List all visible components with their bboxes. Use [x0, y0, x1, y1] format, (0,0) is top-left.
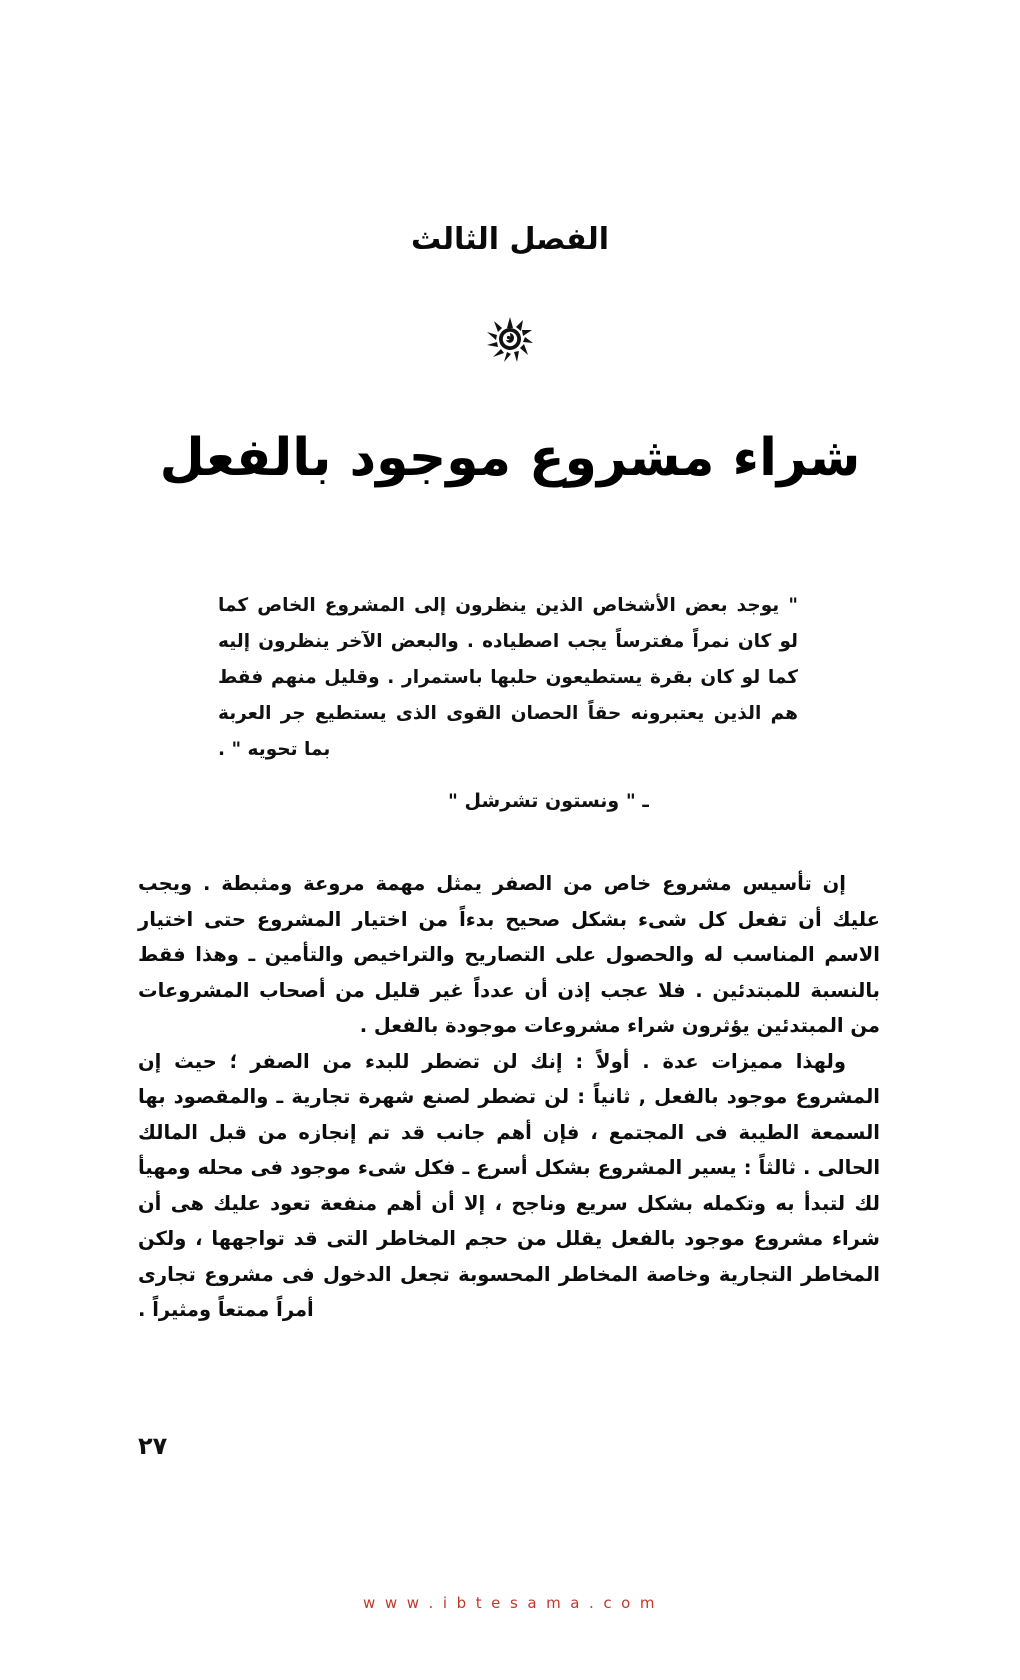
epigraph-attribution: ـ " ونستون تشرشل " [448, 790, 649, 812]
site-watermark: w w w . i b t e s a m a . c o m [363, 1594, 657, 1612]
body-paragraph: ولهذا مميزات عدة . أولاً : إنك لن تضطر للبدء من الصفر ؛ حيث إن المشروع موجود بالفعل , ثانياً : لن تضطر لصنع شهرة تجارية ـ والمقصود بها السمعة الطيبة فى المجتمع ، فإن أهم جانب قد تم إنجازه من قبل المالك الحالى . ثالثاً : يسير المشروع بشكل أسرع ـ فكل شىء موجود فى محله ومهيأ لك لتبدأ به وتكمله بشكل سريع وناجح ، إلا أن أهم منفعة تعود عليك هى أن شراء مشروع موجود بالفعل يقلل من حجم المخاطر التى قد تواجهها ، ولكن المخاطر التجارية وخاصة المخاطر المحسوبة تجعل الدخول فى مشروع تجارى أمراً ممتعاً ومثيراً . [138, 1049, 880, 1321]
chapter-label: الفصل الثالث [410, 222, 609, 257]
page-number: ٢٧ [138, 1432, 168, 1460]
sunburst-ornament-icon [0, 312, 1020, 366]
epigraph-quote: " يوجد بعض الأشخاص الذين ينظرون إلى المشروع الخاص كما لو كان نمراً مفترساً يجب اصطياده . والبعض الآخر ينظرون إليه كما لو كان بقرة يستطيعون حلبها باستمرار . وقليل منهم فقط هم الذين يعتبرونه حقاً الحصان القوى الذى يستطيع جر العربة بما تحويه " . [218, 595, 798, 760]
body-paragraph: إن تأسيس مشروع خاص من الصفر يمثل مهمة مروعة ومثبطة . ويجب عليك أن تفعل كل شىء بشكل صحيح بدءاً من اختيار المشروع حتى اختيار الاسم المناسب له والحصول على التصاريح والتراخيص والتأمين ـ وهذا فقط بالنسبة للمبتدئين . فلا عجب إذن أن عدداً غير قليل من أصحاب المشروعات من المبتدئين يؤثرون شراء مشروعات موجودة بالفعل . [138, 872, 880, 1037]
body-copy [138, 866, 880, 1328]
page-title: شراء مشروع موجود بالفعل [159, 428, 861, 488]
